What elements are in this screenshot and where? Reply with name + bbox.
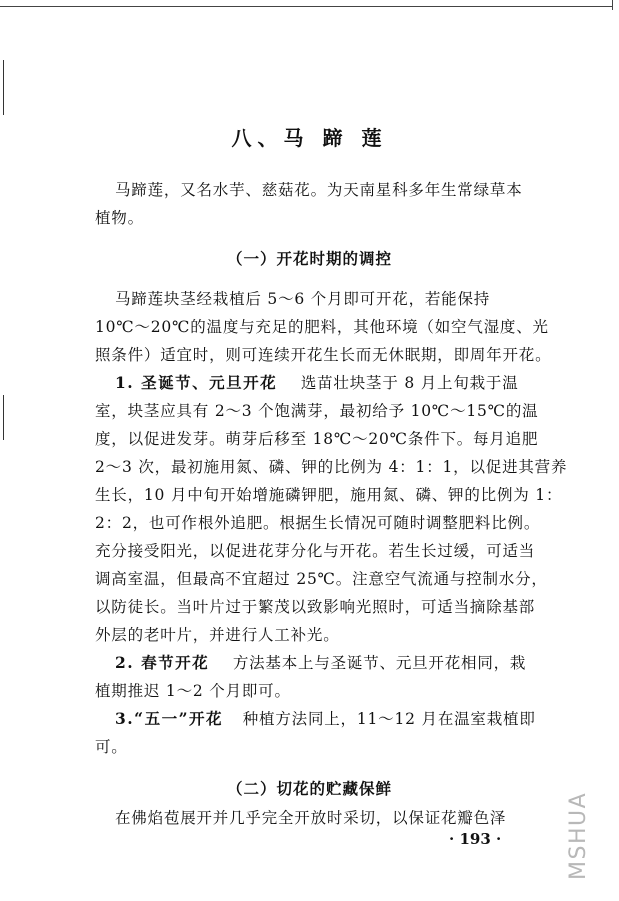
item-first-line [115,373,575,393]
page-number: · 193 · [449,830,502,848]
margin-line [3,60,4,115]
item-text: 选苗壮块茎于 8 月上旬栽于温 [300,374,519,392]
item-text: 种植方法同上，11～12 月在温室栽植即 [242,710,536,728]
paragraph-line: 在佛焰苞展开并几乎完全开放时采切，以保证花瓣色泽 [115,809,507,827]
page-frame-right [612,0,613,10]
watermark: MSHUA [566,791,591,880]
paragraph-line: 可。 [95,738,128,756]
paragraph-line: 2：2，也可作根外追肥。根据生长情况可随时调整肥料比例。 [95,514,541,532]
item-label: 1. 圣诞节、元旦开花 [115,373,278,392]
paragraph-line: 度，以促进发芽。萌芽后移至 18℃～20℃条件下。每月追肥 [95,430,539,448]
margin-line [3,395,4,440]
intro-line: 植物。 [95,209,144,227]
item-label: 3.“五一”开花 [115,709,224,728]
page-frame-top [0,6,612,7]
paragraph-line: 调高室温，但最高不宜超过 25℃。注意空气流通与控制水分， [95,570,548,588]
item-first-line [115,709,575,729]
paragraph-line: 2～3 次，最初施用氮、磷、钾的比例为 4：1：1，以促进其营养 [95,458,568,476]
paragraph-line: 室，块茎应具有 2～3 个饱满芽，最初给予 10℃～15℃的温 [95,402,539,420]
paragraph-line: 充分接受阳光，以促进花芽分化与开花。若生长过缓，可适当 [95,542,536,560]
paragraph-line: 10℃～20℃的温度与充足的肥料，其他环境（如空气湿度、光 [95,318,549,336]
paragraph-line: 植期推迟 1～2 个月即可。 [95,682,291,700]
section-heading: （一）开花时期的调控 [226,249,392,268]
chapter-title: 八、马 蹄 莲 [231,126,388,150]
item-text: 方法基本上与圣诞节、元旦开花相同，栽 [232,654,527,672]
paragraph-line: 生长，10 月中旬开始增施磷钾肥，施用氮、磷、钾的比例为 1： [95,486,563,504]
intro-line: 马蹄莲，又名水芋、慈菇花。为天南星科多年生常绿草本 [115,181,523,199]
item-label: 2. 春节开花 [115,653,210,672]
paragraph-line: 照条件）适宜时，则可连续开花生长而无休眠期，即周年开花。 [95,346,552,364]
paragraph-line: 外层的老叶片，并进行人工补光。 [95,626,340,644]
item-first-line [115,653,575,673]
paragraph-line: 以防徒长。当叶片过于繁茂以致影响光照时，可适当摘除基部 [95,598,536,616]
section-heading: （二）切花的贮藏保鲜 [226,779,392,798]
paragraph-line: 马蹄莲块茎经栽植后 5～6 个月即可开花，若能保持 [115,290,491,308]
